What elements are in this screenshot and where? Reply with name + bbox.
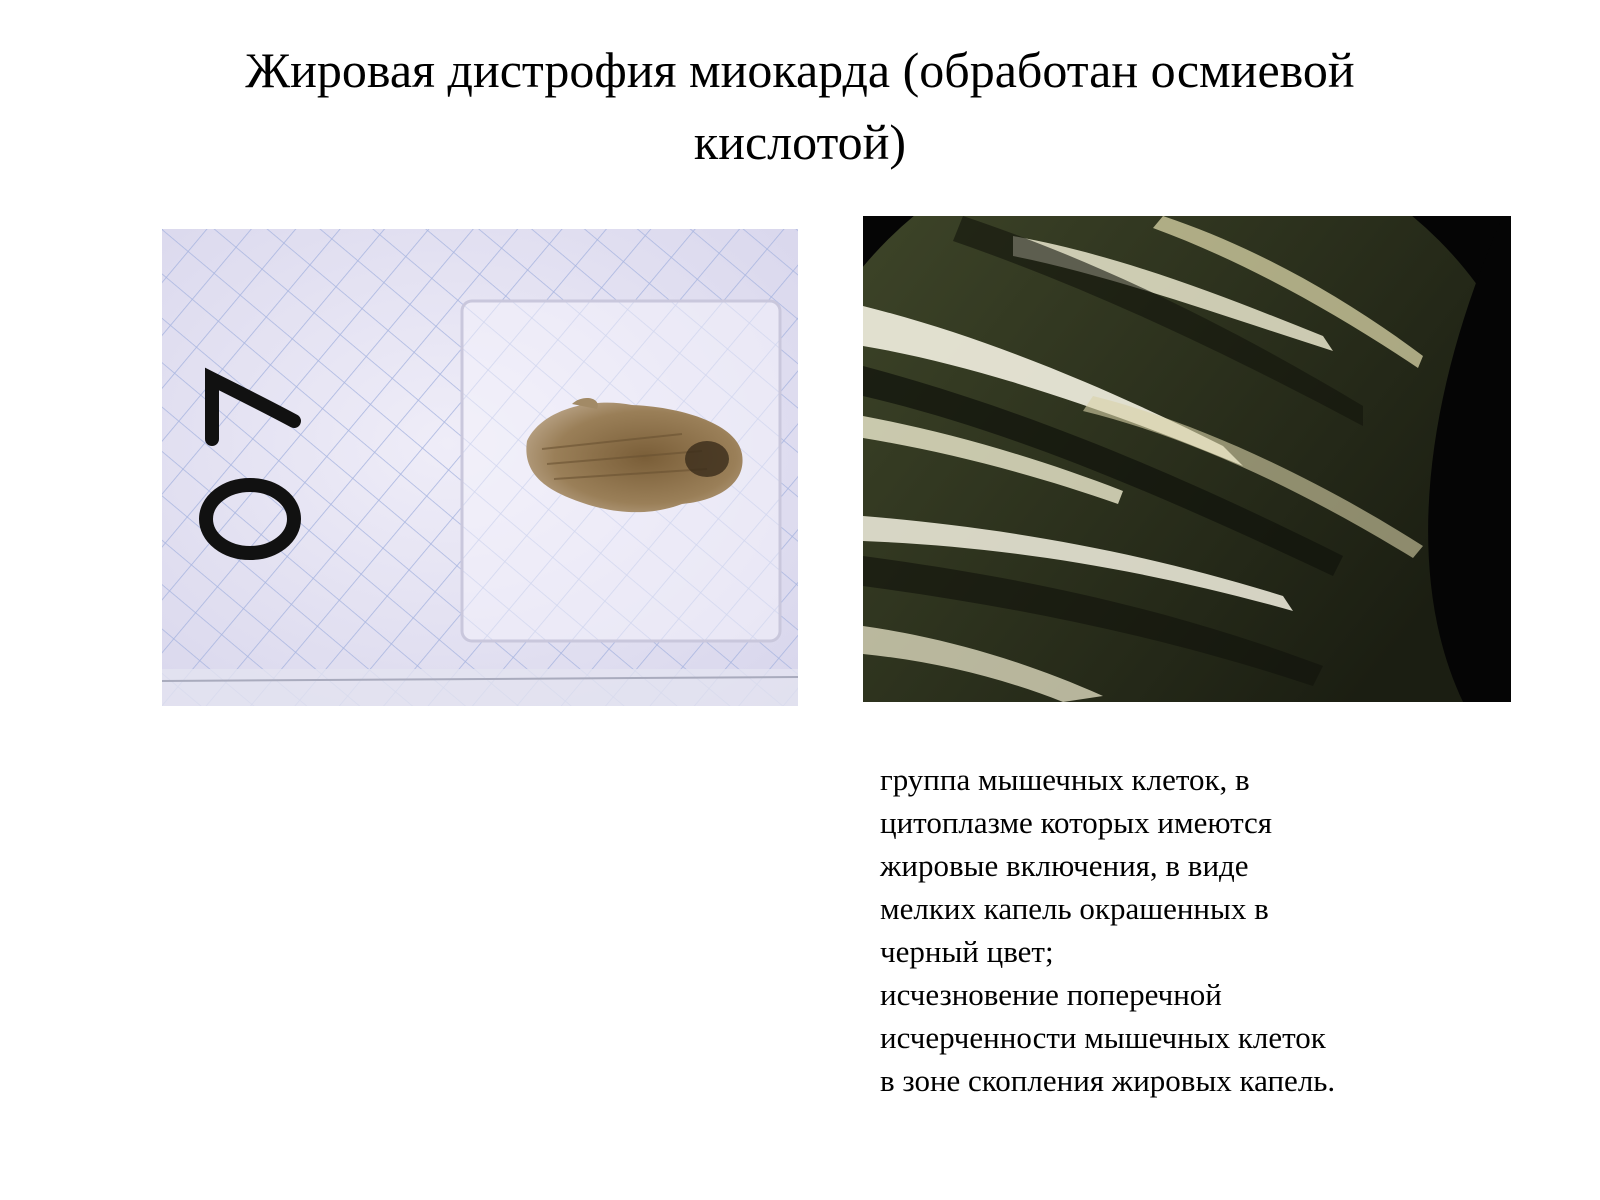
glass-slide-photo: [162, 229, 798, 706]
micrograph-description: [880, 758, 1500, 1102]
description-line: исчерченности мышечных клеток: [880, 1020, 1326, 1055]
slide-title: [100, 34, 1500, 178]
description-line: в зоне скопления жировых капель.: [880, 1063, 1336, 1098]
description-line: цитоплазме которых имеются: [880, 805, 1273, 840]
title-line-1: Жировая дистрофия миокарда (обработан осмиевой: [245, 42, 1355, 98]
description-line: мелких капель окрашенных в: [880, 891, 1269, 926]
description-line: исчезновение поперечной: [880, 977, 1222, 1012]
title-line-2: кислотой): [693, 114, 907, 170]
description-line: жировые включения, в виде: [880, 848, 1249, 883]
description-line: группа мышечных клеток, в: [880, 762, 1250, 797]
description-line: черный цвет;: [880, 934, 1054, 969]
micrograph-photo: [863, 216, 1511, 702]
